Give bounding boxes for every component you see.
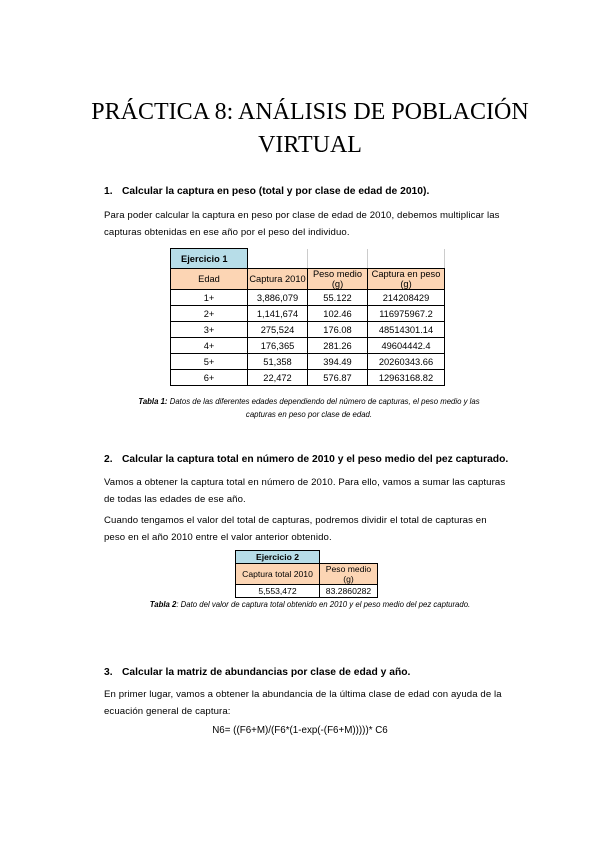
table-cell: 3,886,079 [248,290,308,306]
table-row [171,290,445,306]
table2-empty-cell [320,551,378,564]
section3-para-line1: En primer lugar, vamos a obtener la abundancia de la última clase de edad con ayuda de la [104,689,502,700]
table1-empty-cell [368,249,445,269]
table-cell: 281.26 [308,338,368,354]
table1-header: Captura 2010 [248,269,308,290]
section3-heading [104,667,410,678]
table1-header-row [171,269,445,290]
table-cell: 1+ [171,290,248,306]
table2-header: Peso medio (g) [320,564,378,585]
section2-para2-line1: Cuando tengamos el valor del total de capturas, podremos dividir el total de capturas en [104,515,487,526]
table-cell: 22,472 [248,370,308,386]
section2-number: 2. [104,454,113,465]
table1-empty-cell [308,249,368,269]
table-cell: 214208429 [368,290,445,306]
table-row [171,370,445,386]
table2-header-row [236,564,378,585]
section2-para1-line1: Vamos a obtener la captura total en número de 2010. Para ello, vamos a sumar las capturas [104,477,506,488]
table-cell: 83.2860282 [320,585,378,598]
table-cell: 176.08 [308,322,368,338]
table2-label: Ejercicio 2 [236,551,320,564]
table2-caption-text: : Dato del valor de captura total obtenido en 2010 y el peso medio del pez capturado. [176,600,471,609]
section3-para-line2: ecuación general de captura: [104,706,231,717]
table-cell: 49604442.4 [368,338,445,354]
section2-para1-line2: de todas las edades de ese año. [104,494,246,505]
table-row [171,338,445,354]
table1-empty-cell [248,249,308,269]
section1-paragraph [104,207,514,241]
table1-caption-line1: Datos de las diferentes edades dependiendo del número de capturas, el peso medio y las [169,397,480,406]
table-cell: 6+ [171,370,248,386]
table-cell: 2+ [171,306,248,322]
section2-heading-text: Calcular la captura total en número de 2010 y el peso medio del pez capturado. [122,454,509,465]
table-cell: 394.49 [308,354,368,370]
section2-heading [104,454,508,465]
table2-caption-label: Tabla 2 [149,600,177,609]
section1-heading [104,186,429,197]
page-title-line2: VIRTUAL [258,132,362,158]
table-cell: 4+ [171,338,248,354]
table1-header: Captura en peso (g) [368,269,445,290]
table1-label: Ejercicio 1 [171,249,248,269]
section1-heading-text: Calcular la captura en peso (total y por clase de edad de 2010). [122,186,430,197]
section2-paragraph-1 [104,474,514,508]
table-cell: 1,141,674 [248,306,308,322]
table1-header: Peso medio (g) [308,269,368,290]
table-cell: 20260343.66 [368,354,445,370]
capture-equation: N6= ((F6+M)/(F6*(1-exp(-(F6+M)))))* C6 [212,725,388,736]
table-row [236,585,378,598]
section1-para-line1: Para poder calcular la captura en peso por clase de edad de 2010, debemos multiplicar las [104,210,500,221]
section3-heading-text: Calcular la matriz de abundancias por clase de edad y año. [122,667,411,678]
section2-para2-line2: peso en el año 2010 entre el valor anterior obtenido. [104,532,332,543]
table-cell: 576.87 [308,370,368,386]
section3-paragraph [104,686,514,720]
table-ejercicio-2 [235,550,378,598]
table1-caption-label: Tabla 1: [138,397,168,406]
table2-caption [60,598,560,611]
table-row [171,322,445,338]
section1-para-line2: capturas obtenidas en ese año por el peso del individuo. [104,227,350,238]
table-cell: 275,524 [248,322,308,338]
table-cell: 5,553,472 [236,585,320,598]
table1-caption [104,395,514,421]
table-ejercicio-1 [170,248,445,386]
page-title-line1: PRÁCTICA 8: ANÁLISIS DE POBLACIÓN [91,99,529,125]
table-row [171,354,445,370]
table-cell: 55.122 [308,290,368,306]
table-cell: 3+ [171,322,248,338]
table-cell: 48514301.14 [368,322,445,338]
table-cell: 12963168.82 [368,370,445,386]
table-cell: 5+ [171,354,248,370]
page-title [60,96,560,162]
table-cell: 176,365 [248,338,308,354]
table-cell: 116975967.2 [368,306,445,322]
section1-number: 1. [104,186,113,197]
table-row [171,306,445,322]
table1-caption-line2: capturas en peso por clase de edad. [245,410,373,419]
table1-header: Edad [171,269,248,290]
table-cell: 51,358 [248,354,308,370]
table2-header: Captura total 2010 [236,564,320,585]
table-cell: 102.46 [308,306,368,322]
section2-paragraph-2 [104,512,514,546]
section3-number: 3. [104,667,113,678]
